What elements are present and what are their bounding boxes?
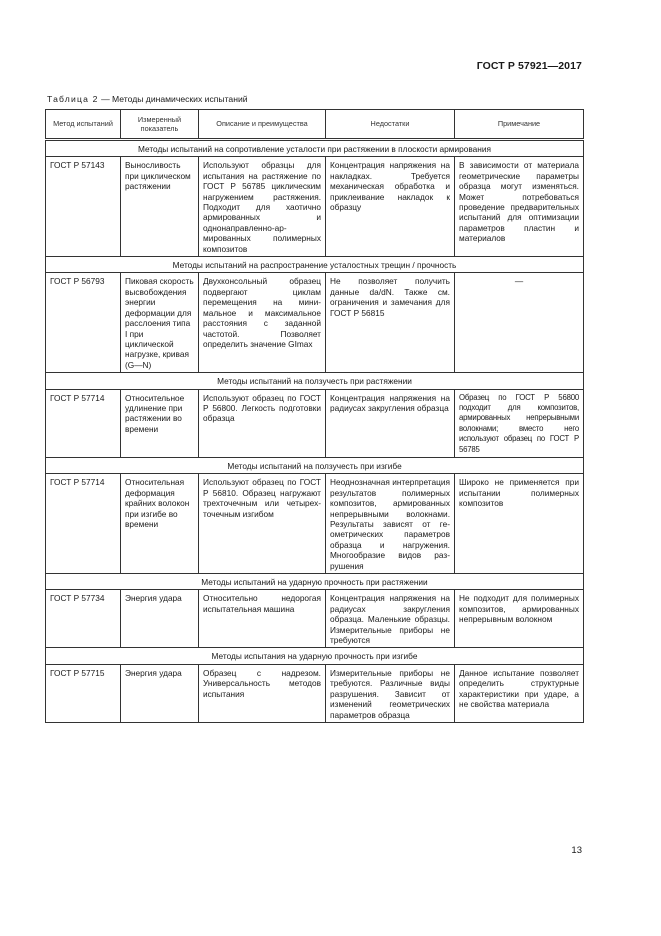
section-row bbox=[46, 574, 584, 590]
measure-cell: Пиковая скорость высвобождения энергии деформации для расслоения типа I при циклической нагрузке, кривая (G—N) bbox=[121, 273, 199, 373]
column-header: Измеренный показатель bbox=[121, 110, 199, 140]
column-header: Примечание bbox=[455, 110, 584, 140]
table-header-row bbox=[46, 110, 584, 140]
description-cell: Двухконсольный образец подвергают циклам перемещения на минимальное и максимальное расстояния с заданной частотой. Позволяет определить значение GImax bbox=[199, 273, 326, 373]
note-cell: Не подходит для полимерных композитов, армированных непрерывным волокном bbox=[455, 590, 584, 648]
description-cell: Используют образцы для испытания на растяжение по ГОСТ Р 56785 циклическим нагружением растяжения. Подходит для хаотично армированных и однонаправленно-армированных полимерных композитов bbox=[199, 157, 326, 257]
table-row bbox=[46, 157, 584, 257]
method-cell: ГОСТ Р 57715 bbox=[46, 664, 121, 722]
section-title: Методы испытаний на ударную прочность при растяжении bbox=[46, 574, 584, 590]
note-cell: Данное испытание позволяет определить структурные характеристики при ударе, а не свойства материала bbox=[455, 664, 584, 722]
table-row bbox=[46, 273, 584, 373]
drawbacks-cell: Концентрация напряжения на радиусах закругления образца bbox=[326, 389, 455, 457]
table-row bbox=[46, 474, 584, 574]
table-caption-title: — Методы динамических испытаний bbox=[101, 94, 248, 104]
measure-cell: Энергия удара bbox=[121, 590, 199, 648]
method-cell: ГОСТ Р 57734 bbox=[46, 590, 121, 648]
method-cell: ГОСТ Р 57714 bbox=[46, 389, 121, 457]
method-cell: ГОСТ Р 56793 bbox=[46, 273, 121, 373]
section-row bbox=[46, 648, 584, 664]
drawbacks-cell: Измерительные приборы не требуются. Различные виды разрушения. Зависит от изменений геометрических параметров образца bbox=[326, 664, 455, 722]
section-row bbox=[46, 257, 584, 273]
section-title: Методы испытаний на распространение усталостных трещин / прочность bbox=[46, 257, 584, 273]
document-code: ГОСТ Р 57921—2017 bbox=[476, 60, 582, 72]
note-cell: Образец по ГОСТ Р 56800 подходит для композитов, армированных непрерывными волокнами; вместо него используют образец по ГОСТ Р 56785 bbox=[455, 389, 584, 457]
page-number: 13 bbox=[571, 845, 582, 856]
drawbacks-cell: Концентрация напряжения на накладках. Требуется механическая обработка и приклеивание накладок к образцу bbox=[326, 157, 455, 257]
table-caption bbox=[47, 94, 248, 104]
drawbacks-cell: Концентрация напряжения на радиусах закругления образца. Маленькие образцы. Измерительные приборы не требуются bbox=[326, 590, 455, 648]
method-cell: ГОСТ Р 57143 bbox=[46, 157, 121, 257]
note-cell: — bbox=[455, 273, 584, 373]
dynamic-test-methods-table bbox=[45, 109, 584, 723]
measure-cell: Относительное удлинение при растяжении во времени bbox=[121, 389, 199, 457]
note-cell: Широко не применяется при испытании полимерных композитов bbox=[455, 474, 584, 574]
description-cell: Используют образец по ГОСТ Р 56810. Образец нагружают трехточечным или четырехточечным изгибом bbox=[199, 474, 326, 574]
column-header: Метод испытаний bbox=[46, 110, 121, 140]
drawbacks-cell: Неоднозначная интерпретация результатов полимерных композитов, армированных непрерывными волокнами. Результаты зависят от геометрических параметров образца и нагружения. Многообразие видов разрушения bbox=[326, 474, 455, 574]
measure-cell: Относительная деформация крайних волокон при изгибе во времени bbox=[121, 474, 199, 574]
drawbacks-cell: Не позволяет получить данные da/dN. Также см. ограничения и замечания для ГОСТ Р 56815 bbox=[326, 273, 455, 373]
section-row bbox=[46, 373, 584, 389]
section-title: Методы испытаний на ползучесть при изгибе bbox=[46, 457, 584, 473]
table-caption-label: Таблица 2 bbox=[47, 94, 99, 104]
description-cell: Образец с надрезом. Универсальность методов испытания bbox=[199, 664, 326, 722]
method-cell: ГОСТ Р 57714 bbox=[46, 474, 121, 574]
measure-cell: Выносливость при циклическом растяжении bbox=[121, 157, 199, 257]
column-header: Описание и преимущества bbox=[199, 110, 326, 140]
section-row bbox=[46, 140, 584, 157]
table-row bbox=[46, 389, 584, 457]
description-cell: Относительно недорогая испытательная машина bbox=[199, 590, 326, 648]
section-row bbox=[46, 457, 584, 473]
section-title: Методы испытаний на ползучесть при растяжении bbox=[46, 373, 584, 389]
column-header: Недостатки bbox=[326, 110, 455, 140]
table-row bbox=[46, 590, 584, 648]
note-cell: В зависимости от материала геометрические параметры образца могут изменяться. Может потребоваться проведение предварительных испытаний для оптимизации параметров пластин и материалов bbox=[455, 157, 584, 257]
description-cell: Используют образец по ГОСТ Р 56800. Легкость подготовки образца bbox=[199, 389, 326, 457]
table-row bbox=[46, 664, 584, 722]
section-title: Методы испытания на ударную прочность при изгибе bbox=[46, 648, 584, 664]
measure-cell: Энергия удара bbox=[121, 664, 199, 722]
section-title: Методы испытаний на сопротивление усталости при растяжении в плоскости армирования bbox=[46, 140, 584, 157]
